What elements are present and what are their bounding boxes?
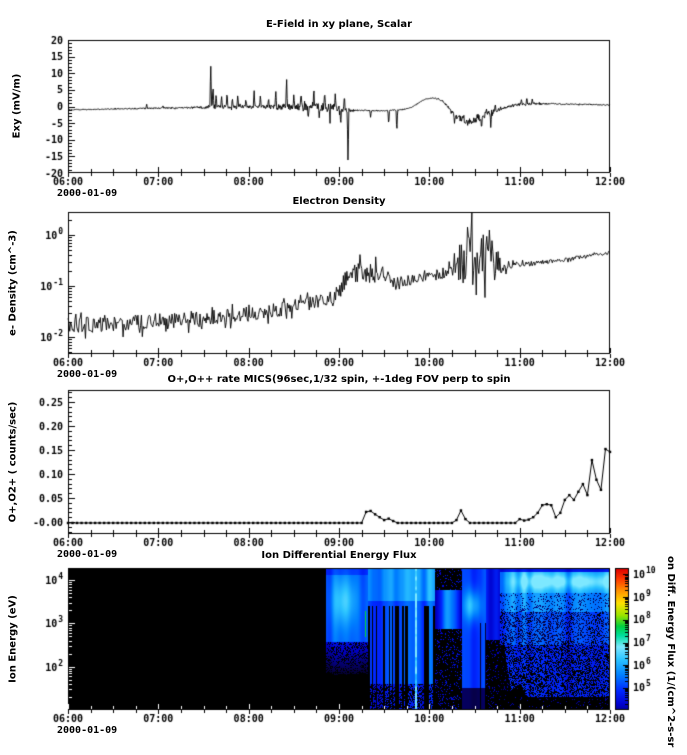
panel-efield-date: 2000-01-09 — [57, 188, 118, 199]
panel-ion-rate-title: O+,O++ rate MICS(96sec,1/32 spin, +-1deg FOV perp to spin — [167, 374, 511, 385]
panel-ion-flux-title: Ion Differential Energy Flux — [261, 550, 417, 561]
panel-ion-flux-ylabel: Ion Energy (eV) — [7, 595, 19, 683]
panel-efield-ylabel: Exy (mV/m) — [11, 73, 23, 139]
panel-ion-rate-ylabel: O+,O2+ ( counts/sec) — [7, 401, 19, 523]
panel-edensity-ylabel: e- Density (cm^-3) — [7, 230, 19, 336]
panel-efield-title: E-Field in xy plane, Scalar — [265, 19, 413, 30]
panel-ion-rate-date: 2000-01-09 — [57, 549, 118, 560]
panel-ion-flux-date: 2000-01-09 — [57, 725, 118, 736]
colorbar-label: on Diff. Energy Flux (1/(cm^2-s-sr — [665, 556, 676, 748]
panel-edensity-title: Electron Density — [292, 196, 386, 207]
panel-edensity-date: 2000-01-09 — [57, 369, 118, 380]
